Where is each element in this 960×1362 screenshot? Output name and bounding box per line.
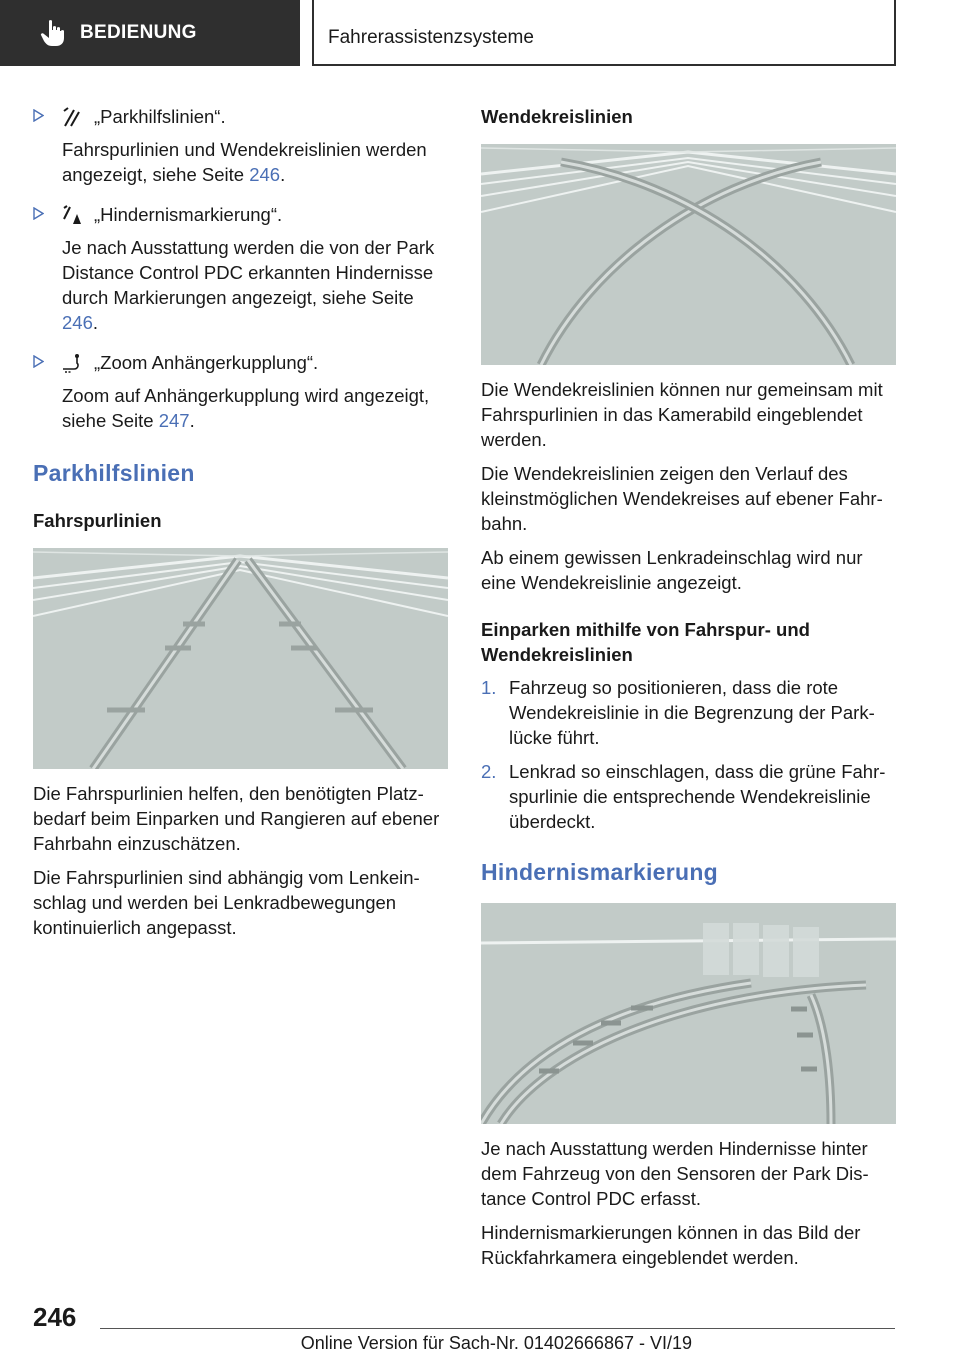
sub-title: Fahrspurlinien — [33, 510, 162, 531]
step-list — [481, 675, 896, 834]
obstacle-marking-icon — [62, 205, 82, 225]
turning-circle-lines-figure — [481, 144, 896, 365]
sub-title: Einparken mithilfe von Fahrspur- und Wendekreislinien — [481, 619, 810, 665]
right-column — [481, 104, 896, 1270]
list-item: „Parkhilfslinien“. Fahrspurlinien und Wendekreislinien werden angezeigt, siehe Seite 246. — [33, 104, 448, 187]
paragraph: Die Fahrspurlinien sind abhängig vom Lenkeinschlag und werden bei Lenkradbewegungen kontinuierlich angepasst. — [33, 867, 420, 938]
left-column — [33, 104, 448, 940]
online-version-note: Online Version für Sach-Nr. 01402666867 - VI/19 — [300, 1333, 692, 1353]
list-item: „Zoom Anhängerkupplung“. Zoom auf Anhängerkupplung wird angezeigt, siehe Seite 247. — [33, 350, 448, 433]
section-title: Parkhilfslinien — [33, 460, 195, 486]
page-link[interactable]: 246 — [249, 164, 281, 185]
page-link[interactable]: 247 — [158, 410, 190, 431]
section-tab — [0, 0, 300, 66]
list-item: 2. Lenkrad so einschlagen, dass die grüne Fahrspurlinie die entsprechende Wendekreislinie überdeckt. — [481, 761, 886, 832]
page-link[interactable]: 246 — [62, 312, 93, 333]
bullet-label: „Hindernismarkierung“. — [94, 204, 283, 225]
section-label: BEDIENUNG — [80, 22, 197, 43]
triangle-bullet-icon — [33, 355, 44, 368]
list-item: 1. Fahrzeug so positionieren, dass die rote Wendekreislinie in die Begrenzung der Parklücke führt. — [481, 677, 875, 748]
step-number: 2. — [481, 761, 497, 782]
paragraph: Die Wendekreislinien zeigen den Verlauf des kleinstmöglichen Wendekreises auf ebener Fahrbahn. — [481, 463, 883, 534]
bullet-label: „Parkhilfslinien“. — [94, 106, 226, 127]
driving-lane-lines-figure — [33, 548, 448, 769]
section-title: Hindernismarkierung — [481, 859, 719, 885]
parking-lines-icon — [62, 107, 82, 127]
triangle-bullet-icon — [33, 207, 44, 220]
paragraph: Hindernismarkierungen können in das Bild der Rückfahrkamera eingeblendet werden. — [481, 1222, 861, 1268]
paragraph: Die Wendekreislinien können nur gemeinsam mit Fahrspurlinien in das Kamerabild eingeblendet werden. — [481, 379, 883, 450]
step-number: 1. — [481, 677, 497, 698]
trailer-hitch-icon — [62, 353, 82, 373]
triangle-bullet-icon — [33, 109, 44, 122]
footer-divider — [100, 1328, 895, 1329]
list-item: „Hindernismarkierung“. Je nach Ausstattung werden die von der Park Distance Control PDC erkannten Hindernisse durch Markierungen angezeigt, siehe Seite 246. — [33, 202, 448, 335]
chapter-title: Fahrerassistenzsysteme — [312, 0, 896, 66]
sub-title: Wendekreislinien — [481, 106, 633, 127]
paragraph: Je nach Ausstattung werden Hindernisse hinter dem Fahrzeug von den Sensoren der Park Distance Control PDC erfasst. — [481, 1138, 869, 1209]
bullet-label: „Zoom Anhängerkupplung“. — [94, 352, 319, 373]
paragraph: Die Fahrspurlinien helfen, den benötigten Platzbedarf beim Einparken und Rangieren auf ebener Fahrbahn einzuschätzen. — [33, 783, 440, 854]
hand-pointer-icon — [40, 19, 66, 47]
paragraph: Ab einem gewissen Lenkradeinschlag wird nur eine Wendekreislinie angezeigt. — [481, 547, 863, 593]
page-number: 246 — [33, 1302, 77, 1332]
obstacle-marking-figure — [481, 903, 896, 1124]
